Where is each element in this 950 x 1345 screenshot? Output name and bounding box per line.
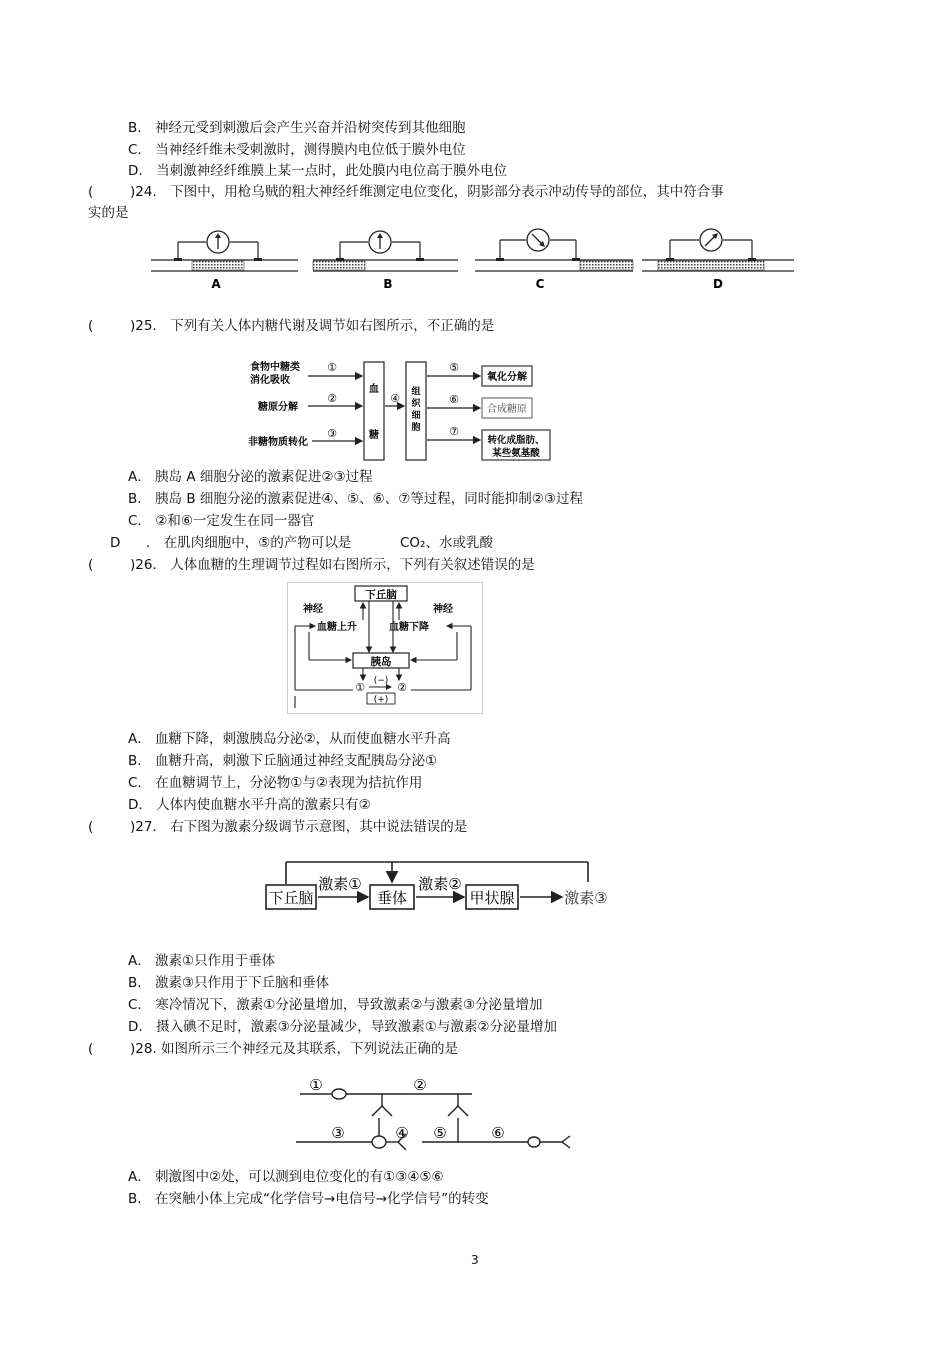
q26-option-a: A． 血糖下降，刺激胰岛分泌②，从而使血糖水平升高 — [128, 731, 451, 747]
q27-box-hypothalamus: 下丘脑 — [268, 889, 314, 907]
q28-label-5: ⑤ — [433, 1124, 447, 1142]
q26-hypothalamus: 下丘脑 — [365, 589, 397, 601]
q24-stem: )24． 下图中，用枪乌贼的粗大神经纤维测定电位变化，阴影部分表示冲动传导的部位，其中符合事 — [130, 184, 724, 200]
q24-paren: ( — [88, 184, 94, 200]
q27-option-c: C． 寒冷情况下，激素①分泌量增加，导致激素②与激素③分泌量增加 — [128, 997, 543, 1013]
q25-option-d-text: ． 在肌肉细胞中，⑤的产物可以是 — [146, 535, 352, 551]
q27-stem: )27． 右下图为激素分级调节示意图，其中说法错误的是 — [130, 819, 468, 835]
q25-input-food: 食物中糖类 — [250, 362, 300, 373]
q25-blood-1: 血 — [369, 384, 379, 395]
q27-hormone-3: 激素③ — [564, 889, 608, 907]
q28-stem: )28. 如图所示三个神经元及其联系，下列说法正确的是 — [130, 1041, 459, 1057]
q27-paren: ( — [88, 819, 94, 835]
q23-option-d: D． 当刺激神经纤维膜上某一点时，此处膜内电位高于膜外电位 — [128, 163, 508, 179]
page-number: 3 — [471, 1253, 479, 1267]
q27-box-thyroid: 甲状腺 — [469, 889, 515, 907]
q23-option-c: C． 当神经纤维未受刺激时，测得膜内电位低于膜外电位 — [128, 142, 466, 158]
q28-figure — [292, 1070, 582, 1154]
q27-figure — [260, 856, 612, 918]
q28-option-a: A． 刺激图中②处，可以测到电位变化的有①③④⑤⑥ — [128, 1169, 444, 1185]
q27-hormone-2: 激素② — [418, 875, 462, 893]
q28-paren: ( — [88, 1041, 94, 1057]
q24-label-b: B — [383, 277, 393, 291]
q25-tissue-2: 织 — [411, 399, 421, 409]
q25-option-d-tail: CO₂、水或乳酸 — [400, 535, 493, 551]
q26-sugar-up: 血糖上升 — [317, 622, 357, 633]
q26-nerve-right: 神经 — [433, 604, 453, 615]
q27-box-pituitary: 垂体 — [376, 889, 408, 907]
q28-label-4: ④ — [395, 1124, 409, 1142]
q26-secretion-1: ① — [355, 681, 365, 694]
q27-option-b: B． 激素③只作用于下丘脑和垂体 — [128, 975, 330, 991]
q26-stem: )26． 人体血糖的生理调节过程如右图所示，下列有关叙述错误的是 — [130, 557, 535, 573]
q26-promote: (+) — [373, 695, 389, 705]
q24-panel-d — [642, 229, 794, 291]
q25-paren: ( — [88, 318, 94, 334]
q26-figure — [287, 582, 483, 714]
q25-blood-2: 糖 — [369, 430, 379, 441]
q24-label-a: A — [211, 277, 221, 291]
q26-inhibit: (−) — [373, 676, 389, 686]
q25-num-7: ⑦ — [449, 425, 459, 438]
q24-stem-cont: 实的是 — [88, 205, 129, 221]
q26-option-b: B． 血糖升高，刺激下丘脑通过神经支配胰岛分泌① — [128, 753, 438, 769]
q26-pancreas: 胰岛 — [370, 656, 392, 668]
q25-option-a: A． 胰岛 A 细胞分泌的激素促进②③过程 — [128, 469, 373, 485]
q25-stem: )25． 下列有关人体内糖代谢及调节如右图所示，不正确的是 — [130, 318, 495, 334]
q25-option-d-letter: D — [110, 535, 121, 551]
q25-tissue-4: 胞 — [411, 423, 421, 433]
q28-label-2: ② — [413, 1076, 427, 1094]
q25-output-fat: 转化成脂肪、 — [487, 435, 545, 446]
q25-output-amino: 某些氨基酸 — [492, 448, 540, 459]
q24-panel-b — [313, 231, 458, 291]
q26-option-d: D． 人体内使血糖水平升高的激素只有② — [128, 797, 371, 813]
q25-num-3: ③ — [327, 427, 337, 440]
q24-figure — [148, 222, 798, 294]
q25-option-b: B． 胰岛 B 细胞分泌的激素促进④、⑤、⑥、⑦等过程，同时能抑制②③过程 — [128, 491, 584, 507]
q28-label-6: ⑥ — [491, 1124, 505, 1142]
q26-sugar-down: 血糖下降 — [389, 622, 429, 633]
q25-blood-box — [364, 362, 384, 460]
q25-input-digest: 消化吸收 — [250, 375, 290, 386]
q24-panel-c — [475, 229, 633, 291]
q26-paren: ( — [88, 557, 94, 573]
q25-tissue-3: 细 — [411, 411, 421, 421]
q25-output-oxidize: 氧化分解 — [487, 372, 527, 383]
q25-num-1: ① — [327, 361, 337, 374]
q28-option-b: B． 在突触小体上完成“化学信号→电信号→化学信号”的转变 — [128, 1191, 489, 1207]
q25-num-5: ⑤ — [449, 361, 459, 374]
q25-tissue-1: 组 — [411, 387, 421, 397]
q25-option-c: C． ②和⑥一定发生在同一器官 — [128, 513, 315, 529]
q25-figure — [246, 356, 576, 466]
q25-input-nonsugar: 非糖物质转化 — [248, 437, 308, 448]
q26-nerve-left: 神经 — [303, 604, 323, 615]
q26-option-c: C． 在血糖调节上，分泌物①与②表现为拮抗作用 — [128, 775, 423, 791]
q25-output-glycogen: 合成糖原 — [487, 404, 527, 415]
q23-option-b: B． 神经元受到刺激后会产生兴奋并沿树突传到其他细胞 — [128, 120, 466, 136]
q25-num-2: ② — [327, 392, 337, 405]
q25-num-6: ⑥ — [449, 393, 459, 406]
q26-secretion-2: ② — [397, 681, 407, 694]
q27-option-a: A． 激素①只作用于垂体 — [128, 953, 276, 969]
q24-panel-a — [151, 231, 298, 291]
q27-hormone-1: 激素① — [318, 875, 362, 893]
q24-label-d: D — [713, 277, 723, 291]
q25-num-4: ④ — [390, 392, 400, 405]
q27-option-d: D． 摄入碘不足时，激素③分泌量减少，导致激素①与激素②分泌量增加 — [128, 1019, 557, 1035]
q28-label-3: ③ — [331, 1124, 345, 1142]
q28-label-1: ① — [309, 1076, 323, 1094]
q25-input-glycogen: 糖原分解 — [258, 402, 298, 413]
q24-label-c: C — [535, 277, 545, 291]
